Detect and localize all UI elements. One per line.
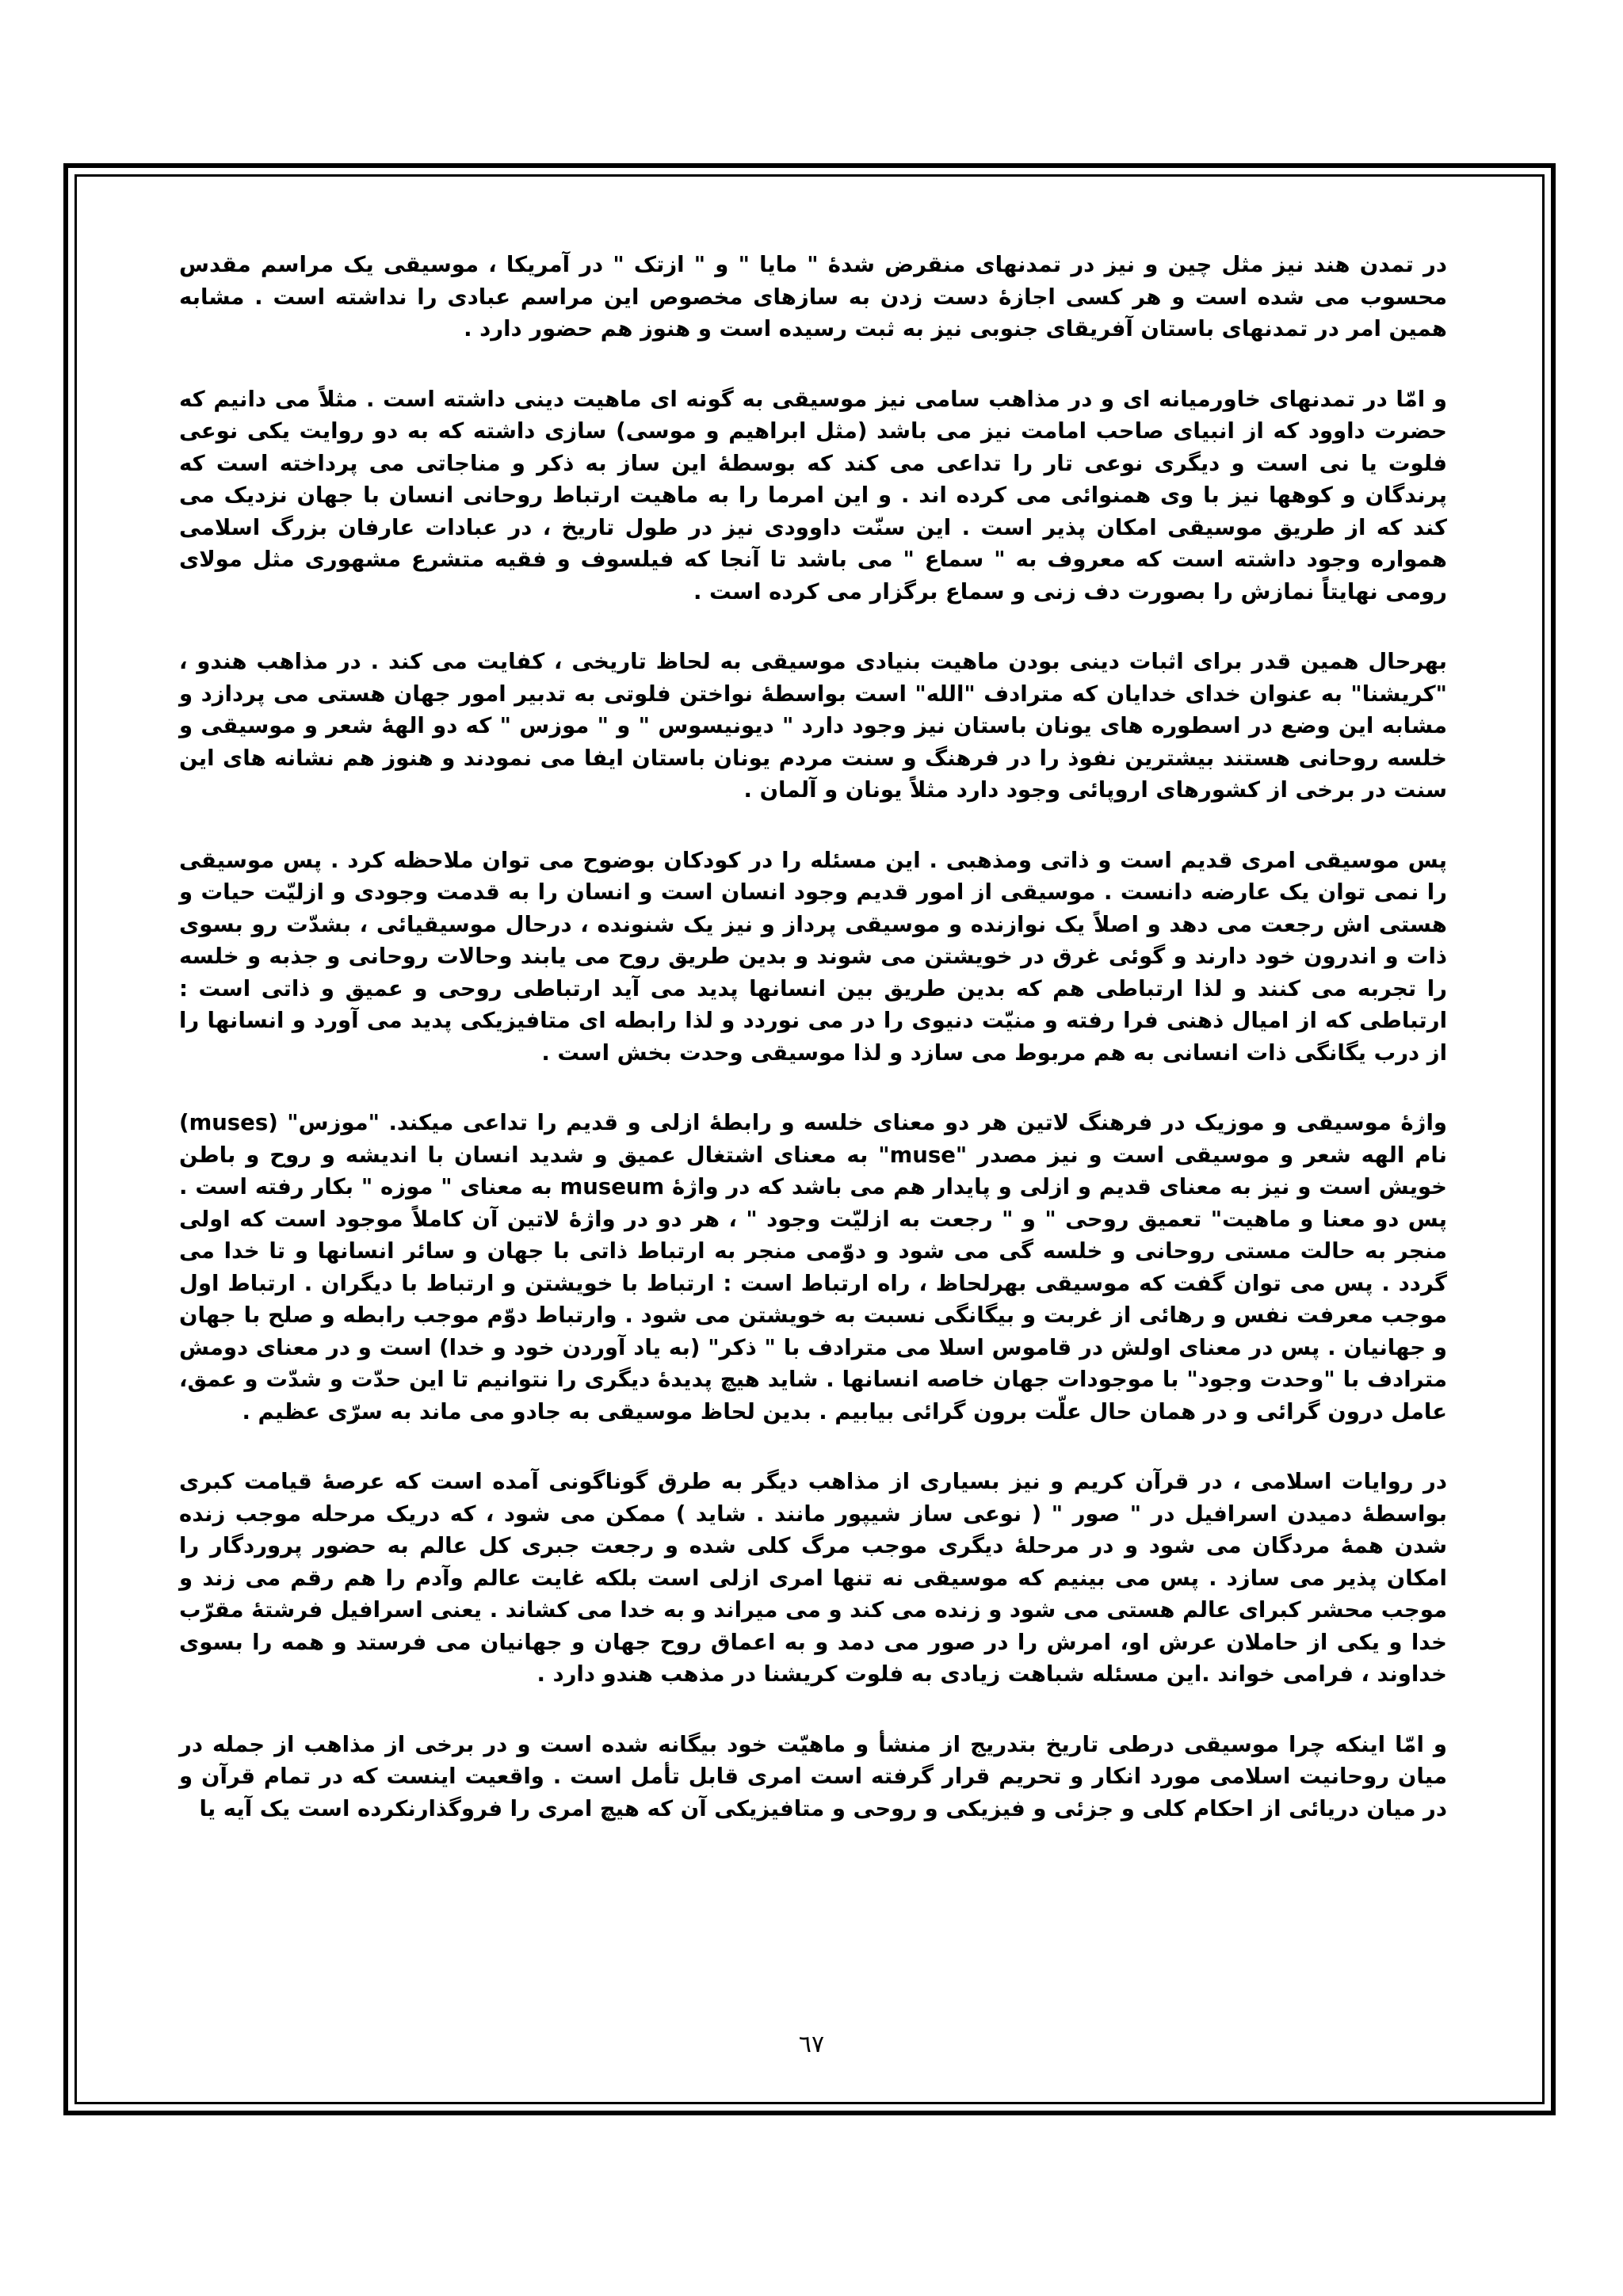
page-body [179,249,1447,1863]
paragraph: پس موسیقی امری قدیم است و ذاتی ومذهبی . این مسئله را در کودکان بوضوح می توان ملاحظه کرد . پس موسیقی را نمی توان یک عارضه دانست . موسیقی از امور قدیم وجود انسان است و انسان را به قدمت وجودی و ازلیّت حیات و هستی اش رجعت می دهد و اصلاً یک نوازنده و موسیقی پرداز و نیز یک شنونده ، درحال موسیقیائی ، بشدّت رو بسوی ذات و اندرون خود دارند و گوئی غرق در خویشتن می شوند و بدین طریق روح می یابند وحالات روحانی و جذبه و خلسه را تجربه می کنند و لذا ارتباطی هم که بدین طریق بین انسانها پدید می آید ارتباطی روحی و عمیق و ذاتی است : ارتباطی که از امیال ذهنی فرا رفته و منیّت دنیوی را در می نوردد و لذا رابطه ای متافیزیکی پدید می آورد و انسانها را از درب یگانگی ذات انسانی به هم مربوط می سازد و لذا موسیقی وحدت بخش است . [179,847,1447,1066]
paragraph: در روایات اسلامی ، در قرآن کریم و نیز بسیاری از مذاهب دیگر به طرق گوناگونی آمده است که عرصۀ قیامت کبری بواسطۀ دمیدن اسرافیل در " صور " ( نوعی ساز شیپور مانند . شاید ) ممکن می شود ، که دریک مرحله موجب زنده شدن همۀ مردگان می شود و در مرحلۀ دیگری موجب مرگ کلی شده و رجعت جبری کل عالم به حضور پروردگار را امکان پذیر می سازد . پس می بینیم که موسیقی نه تنها امری ازلی است بلکه غایت عالم وآدم را هم رقم می زند و موجب محشر کبرای عالم هستی می شود و زنده می کند و می میراند و به خدا می کشاند . یعنی اسرافیل فرشتۀ مقرّب خدا و یکی از حاملان عرش او، امرش را در صور می دمد و به اعماق روح جهان و جهانیان می فرستد و همه را بسوی خداوند ، فرامی خواند .این مسئله شباهت زیادی به فلوت کریشنا در مذهب هندو دارد . [179,1469,1447,1687]
page-number: ٦٧ [798,2031,825,2058]
paragraph: بهرحال همین قدر برای اثبات دینی بودن ماهیت بنیادی موسیقی به لحاظ تاریخی ، کفایت می کند . در مذاهب هندو ، "کریشنا" به عنوان خدای خدایان که مترادف "الله" است بواسطۀ نواختن فلوتی به تدبیر امور جهان هستی می پردازد و مشابه این وضع در اسطوره های یونان باستان نیز وجود دارد " دیونیسوس " و " موزس " که دو الهۀ شعر و موسیقی و خلسه روحانی هستند بیشترین نفوذ را در فرهنگ و سنت مردم یونان باستان ایفا می نمودند و هنوز هم نشانه های این سنت در برخی از کشورهای اروپائی وجود دارد مثلاً یونان و آلمان . [179,649,1447,803]
paragraph: در تمدن هند نیز مثل چین و نیز در تمدنهای منقرض شدۀ " مایا " و " ازتک " در آمریکا ، موسیقی یک مراسم مقدس محسوب می شده است و هر کسی اجازۀ دست زدن به سازهای مخصوص این مراسم عبادی را نداشته است . مشابه همین امر در تمدنهای باستان آفریقای جنوبی نیز به ثبت رسیده است و هنوز هم حضور دارد . [179,252,1447,341]
paragraph: و امّا اینکه چرا موسیقی درطی تاریخ بتدریج از منشأ و ماهیّت خود بیگانه شده است و در برخی از مذاهب از جمله در میان روحانیت اسلامی مورد انکار و تحریم قرار گرفته است امری قابل تأمل است . واقعیت اینست که در تمام قرآن و در میان دریائی از احکام کلی و جزئی و فیزیکی و روحی و متافیزیکی آن که هیچ امری را فروگذارنکرده است یک آیه یا [179,1731,1447,1821]
paragraph: واژۀ موسیقی و موزیک در فرهنگ لاتین هر دو معنای خلسه و رابطۀ ازلی و قدیم را تداعی میکند. "موزس" (muses) نام الهه شعر و موسیقی است و نیز مصدر "muse" به معنای اشتغال عمیق و شدید انسان با اندیشه و روح و باطن خویش است و نیز به معنای قدیم و ازلی و پایدار هم می باشد که در واژۀ museum به معنای " موزه " بکار رفته است . پس دو معنا و ماهیت" تعمیق روحی " و " رجعت به ازلیّت وجود " ، هر دو در واژۀ لاتین آن کاملاً موجود است که اولی منجر به حالت مستی روحانی و خلسه گی می شود و دوّمی منجر به ارتباط ذاتی با جهان و سائر انسانها و تا خدا می گردد . پس می توان گفت که موسیقی بهرلحاظ ، راه ارتباط است : ارتباط با خویشتن و ارتباط با دیگران . ارتباط اول موجب معرفت نفس و رهائی از غربت و بیگانگی نسبت به خویشتن می شود . وارتباط دوّم موجب رابطه و صلح با جهان و جهانیان . پس در معنای اولش در قاموس اسلا می مترادف با " ذکر" (به یاد آوردن خود و خدا) است و در معنای دومش مترادف با "وحدت وجود" با موجودات جهان خاصه انسانها . شاید هیچ پدیدۀ دیگری را نتوانیم تا این حدّت و شدّت و عمق، عامل درون گرائی و در همان حال علّت برون گرائی بیابیم . بدین لحاظ موسیقی به جادو می ماند به سرّی عظیم . [179,1110,1447,1425]
paragraph: و امّا در تمدنهای خاورمیانه ای و در مذاهب سامی نیز موسیقی به گونه ای ماهیت دینی داشته است . مثلاً می دانیم که حضرت داوود که از انبیای صاحب امامت نیز می باشد (مثل ابراهیم و موسی) سازی داشته که به دو روایت یکی نوعی فلوت یا نی است و دیگری نوعی تار را تداعی می کند که بوسطۀ این ساز به ذکر و مناجاتی می پرداخته است که پرندگان و کوهها نیز با وی همنوائی می کرده اند . و این امرما را به ماهیت ارتباط روحانی انسان با جهان نزدیک می کند که از طریق موسیقی امکان پذیر است . این سنّت داوودی نیز در طول تاریخ ، در عبادات عارفان بزرگ اسلامی همواره وجود داشته است که معروف به " سماع " می باشد تا آنجا که فیلسوف و فقیه متشرع مشهوری مثل مولای رومی نهایتاً نمازش را بصورت دف زنی و سماع برگزار می کرده است . [179,386,1447,605]
